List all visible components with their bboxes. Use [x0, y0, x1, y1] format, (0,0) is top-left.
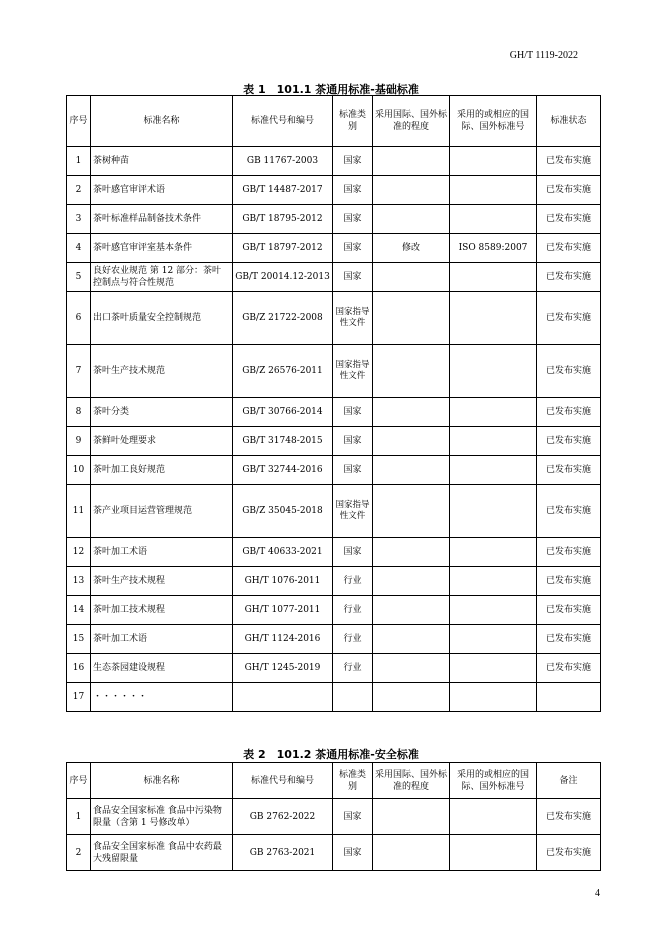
cell-code: GH/T 1076-2011: [233, 567, 333, 596]
table-row: [67, 596, 601, 625]
cell-adoption-degree: [373, 567, 450, 596]
cell-status: 已发布实施: [537, 176, 601, 205]
table1-caption: 表 1 101.1 茶通用标准-基础标准: [243, 83, 419, 96]
cell-index: 15: [67, 625, 91, 654]
cell-index: 16: [67, 654, 91, 683]
cell-status: 已发布实施: [537, 398, 601, 427]
cell-name: 茶叶标准样品制备技术条件: [91, 205, 233, 234]
cell-name: 茶产业项目运营管理规范: [91, 485, 233, 538]
table-row: [67, 345, 601, 398]
cell-index: 14: [67, 596, 91, 625]
cell-code: GB/T 14487-2017: [233, 176, 333, 205]
cell-intl-standard: [450, 263, 537, 292]
cell-code: GB/T 40633-2021: [233, 538, 333, 567]
header-index: 序号: [67, 96, 91, 147]
cell-index: 3: [67, 205, 91, 234]
table-row: [67, 205, 601, 234]
cell-adoption-degree: [373, 799, 450, 835]
cell-name: 茶叶生产技术规范: [91, 345, 233, 398]
cell-name: 茶叶感官审评室基本条件: [91, 234, 233, 263]
cell-intl-standard: [450, 683, 537, 712]
cell-name: 茶叶生产技术规程: [91, 567, 233, 596]
cell-status: 已发布实施: [537, 292, 601, 345]
cell-adoption-degree: [373, 625, 450, 654]
cell-name: 茶叶加工良好规范: [91, 456, 233, 485]
cell-code: GB/T 31748-2015: [233, 427, 333, 456]
header-category: 标准类别: [333, 763, 373, 799]
header-status: 标准状态: [537, 96, 601, 147]
cell-code: GB 2762-2022: [233, 799, 333, 835]
cell-index: 2: [67, 176, 91, 205]
cell-category: 国家: [333, 835, 373, 871]
cell-intl-standard: [450, 345, 537, 398]
cell-name: 良好农业规范 第 12 部分：茶叶控制点与符合性规范: [91, 263, 233, 292]
cell-category: 国家指导性文件: [333, 292, 373, 345]
cell-status: 已发布实施: [537, 625, 601, 654]
table-row: [67, 835, 601, 871]
header-adoption-degree: 采用国际、国外标准的程度: [373, 763, 450, 799]
cell-name: 茶叶加工术语: [91, 538, 233, 567]
table-row: [67, 485, 601, 538]
header-name: 标准名称: [91, 763, 233, 799]
cell-category: 国家指导性文件: [333, 345, 373, 398]
cell-category: 国家: [333, 398, 373, 427]
cell-intl-standard: [450, 427, 537, 456]
cell-intl-standard: ISO 8589:2007: [450, 234, 537, 263]
table1: [66, 95, 601, 712]
cell-status: 已发布实施: [537, 456, 601, 485]
cell-category: 国家: [333, 456, 373, 485]
cell-adoption-degree: 修改: [373, 234, 450, 263]
cell-adoption-degree: [373, 427, 450, 456]
cell-status: [537, 683, 601, 712]
cell-category: 行业: [333, 567, 373, 596]
cell-category: 国家指导性文件: [333, 485, 373, 538]
cell-code: GB/T 18797-2012: [233, 234, 333, 263]
cell-name: 食品安全国家标准 食品中污染物限量（含第 1 号修改单）: [91, 799, 233, 835]
cell-category: 国家: [333, 263, 373, 292]
cell-name: 茶树种苗: [91, 147, 233, 176]
table-row: [67, 263, 601, 292]
table-row: [67, 683, 601, 712]
table-row: [67, 456, 601, 485]
header-name: 标准名称: [91, 96, 233, 147]
table-row: [67, 799, 601, 835]
cell-index: 1: [67, 147, 91, 176]
header-code: 标准代号和编号: [233, 96, 333, 147]
cell-index: 13: [67, 567, 91, 596]
cell-adoption-degree: [373, 596, 450, 625]
cell-status: 已发布实施: [537, 234, 601, 263]
cell-name: 茶叶分类: [91, 398, 233, 427]
cell-index: 9: [67, 427, 91, 456]
cell-index: 2: [67, 835, 91, 871]
cell-code: GB/Z 35045-2018: [233, 485, 333, 538]
cell-category: [333, 683, 373, 712]
cell-index: 17: [67, 683, 91, 712]
cell-intl-standard: [450, 398, 537, 427]
cell-category: 国家: [333, 799, 373, 835]
cell-adoption-degree: [373, 835, 450, 871]
cell-category: 国家: [333, 176, 373, 205]
cell-code: GB/T 18795-2012: [233, 205, 333, 234]
cell-index: 10: [67, 456, 91, 485]
cell-index: 8: [67, 398, 91, 427]
cell-adoption-degree: [373, 683, 450, 712]
cell-intl-standard: [450, 176, 537, 205]
table-row: [67, 234, 601, 263]
page-number: 4: [595, 888, 600, 899]
cell-intl-standard: [450, 625, 537, 654]
cell-category: 行业: [333, 654, 373, 683]
cell-code: GB/T 20014.12-2013: [233, 263, 333, 292]
cell-status: 已发布实施: [537, 654, 601, 683]
cell-code: GB/Z 21722-2008: [233, 292, 333, 345]
cell-intl-standard: [450, 147, 537, 176]
cell-adoption-degree: [373, 456, 450, 485]
cell-category: 国家: [333, 427, 373, 456]
header-intl-standard: 采用的或相应的国际、国外标准号: [450, 96, 537, 147]
cell-index: 12: [67, 538, 91, 567]
cell-intl-standard: [450, 538, 537, 567]
cell-status: 已发布实施: [537, 345, 601, 398]
cell-status: 已发布实施: [537, 596, 601, 625]
table-row: [67, 654, 601, 683]
cell-intl-standard: [450, 456, 537, 485]
cell-category: 国家: [333, 234, 373, 263]
cell-index: 5: [67, 263, 91, 292]
cell-name: 茶叶加工术语: [91, 625, 233, 654]
cell-code: GB/Z 26576-2011: [233, 345, 333, 398]
cell-category: 国家: [333, 147, 373, 176]
cell-name: 食品安全国家标准 食品中农药最大残留限量: [91, 835, 233, 871]
table-row: [67, 538, 601, 567]
cell-status: 已发布实施: [537, 835, 601, 871]
cell-status: 已发布实施: [537, 485, 601, 538]
cell-index: 1: [67, 799, 91, 835]
cell-status: 已发布实施: [537, 538, 601, 567]
cell-code: GB/T 32744-2016: [233, 456, 333, 485]
table-row: [67, 176, 601, 205]
cell-name: ・・・・・・: [91, 683, 233, 712]
cell-name: 茶叶加工技术规程: [91, 596, 233, 625]
cell-index: 11: [67, 485, 91, 538]
cell-name: 茶鲜叶处理要求: [91, 427, 233, 456]
table2-caption: 表 2 101.2 茶通用标准-安全标准: [243, 748, 419, 761]
cell-adoption-degree: [373, 485, 450, 538]
cell-status: 已发布实施: [537, 263, 601, 292]
cell-code: GH/T 1077-2011: [233, 596, 333, 625]
cell-adoption-degree: [373, 263, 450, 292]
cell-category: 行业: [333, 625, 373, 654]
table-row: [67, 398, 601, 427]
cell-code: GB/T 30766-2014: [233, 398, 333, 427]
cell-intl-standard: [450, 485, 537, 538]
cell-index: 7: [67, 345, 91, 398]
cell-name: 出口茶叶质量安全控制规范: [91, 292, 233, 345]
table1-header-row: [67, 96, 601, 147]
header-category: 标准类别: [333, 96, 373, 147]
cell-intl-standard: [450, 654, 537, 683]
table-row: [67, 625, 601, 654]
cell-index: 4: [67, 234, 91, 263]
cell-adoption-degree: [373, 345, 450, 398]
cell-adoption-degree: [373, 292, 450, 345]
cell-category: 国家: [333, 205, 373, 234]
header-adoption-degree: 采用国际、国外标准的程度: [373, 96, 450, 147]
cell-category: 行业: [333, 596, 373, 625]
cell-status: 已发布实施: [537, 147, 601, 176]
cell-status: 已发布实施: [537, 799, 601, 835]
cell-adoption-degree: [373, 147, 450, 176]
cell-adoption-degree: [373, 538, 450, 567]
cell-code: GB 2763-2021: [233, 835, 333, 871]
table-row: [67, 292, 601, 345]
table-row: [67, 147, 601, 176]
cell-status: 已发布实施: [537, 567, 601, 596]
cell-intl-standard: [450, 835, 537, 871]
cell-code: GH/T 1245-2019: [233, 654, 333, 683]
document-code: GH/T 1119-2022: [509, 50, 578, 61]
cell-name: 生态茶园建设规程: [91, 654, 233, 683]
cell-code: GB 11767-2003: [233, 147, 333, 176]
table-row: [67, 427, 601, 456]
cell-code: GH/T 1124-2016: [233, 625, 333, 654]
cell-name: 茶叶感官审评术语: [91, 176, 233, 205]
cell-code: [233, 683, 333, 712]
cell-category: 国家: [333, 538, 373, 567]
cell-intl-standard: [450, 292, 537, 345]
cell-status: 已发布实施: [537, 427, 601, 456]
cell-status: 已发布实施: [537, 205, 601, 234]
cell-adoption-degree: [373, 176, 450, 205]
table2-header-row: [67, 763, 601, 799]
cell-intl-standard: [450, 205, 537, 234]
header-intl-standard: 采用的或相应的国际、国外标准号: [450, 763, 537, 799]
header-remarks: 备注: [537, 763, 601, 799]
header-index: 序号: [67, 763, 91, 799]
cell-intl-standard: [450, 799, 537, 835]
table2: [66, 762, 601, 871]
cell-index: 6: [67, 292, 91, 345]
cell-intl-standard: [450, 596, 537, 625]
table-row: [67, 567, 601, 596]
header-code: 标准代号和编号: [233, 763, 333, 799]
cell-intl-standard: [450, 567, 537, 596]
cell-adoption-degree: [373, 654, 450, 683]
cell-adoption-degree: [373, 398, 450, 427]
cell-adoption-degree: [373, 205, 450, 234]
